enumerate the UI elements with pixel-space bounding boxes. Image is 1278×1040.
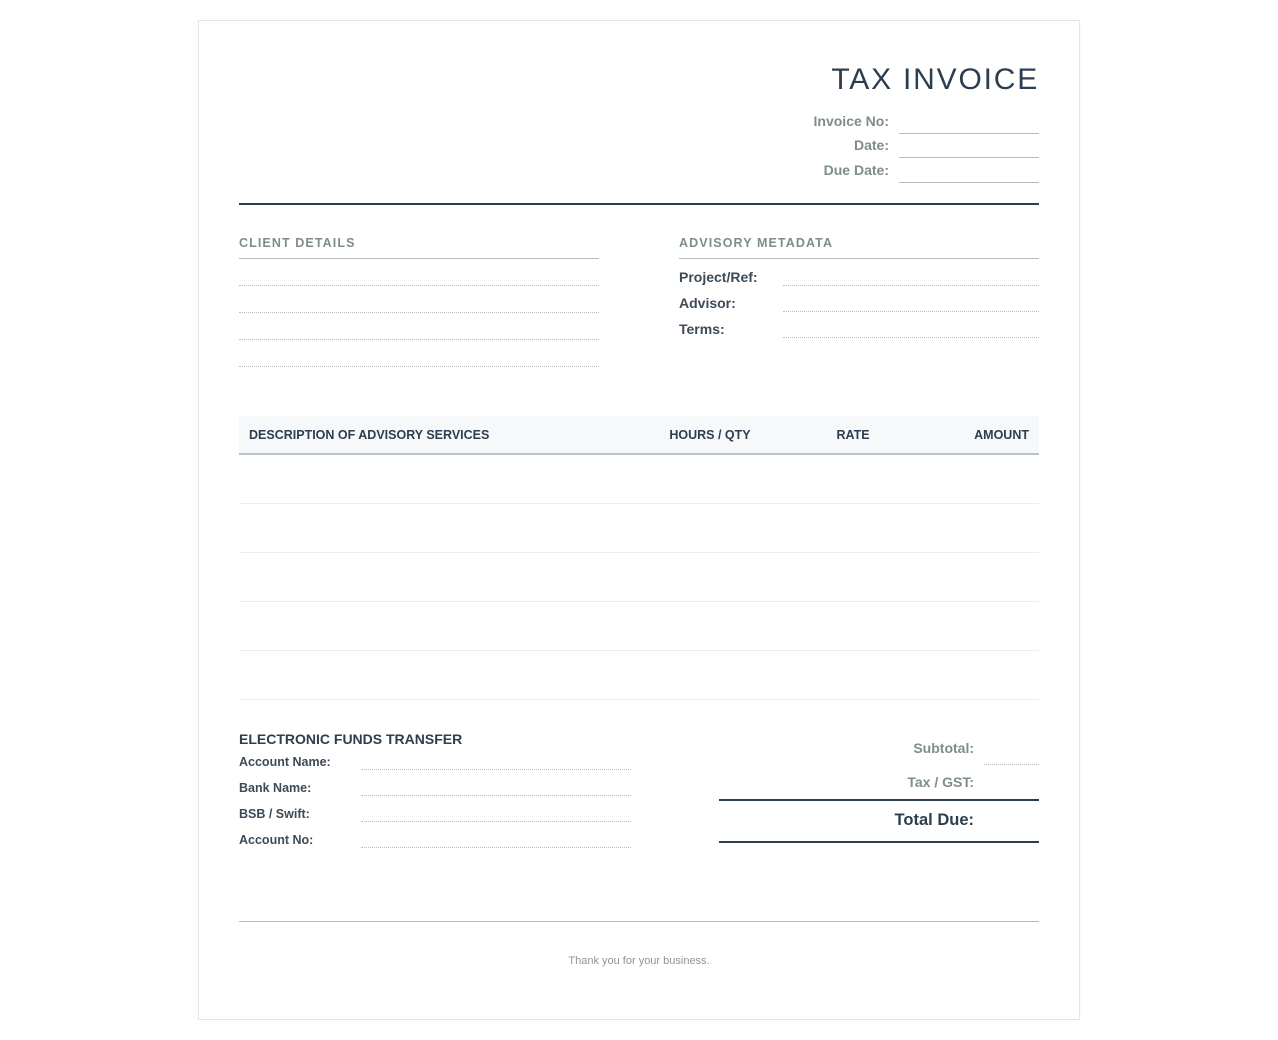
invoice-date-row <box>739 137 1039 161</box>
subtotal-label: Subtotal: <box>913 740 974 756</box>
bsb-swift-row <box>239 799 639 825</box>
eft-section <box>239 731 639 851</box>
bank-name-label: Bank Name: <box>239 781 312 795</box>
services-table <box>239 416 1039 700</box>
project-ref-label: Project/Ref: <box>679 269 758 285</box>
total-due-label: Total Due: <box>894 811 974 829</box>
tax-row <box>719 765 1039 799</box>
due-date-field[interactable] <box>899 182 1039 183</box>
due-date-row <box>739 162 1039 186</box>
column-header-hours-qty: HOURS / QTY <box>669 428 751 442</box>
advisory-metadata-title: ADVISORY METADATA <box>679 236 1039 259</box>
totals-section <box>719 731 1039 843</box>
header-divider <box>239 203 1039 205</box>
client-details-section <box>239 236 599 367</box>
bank-name-row <box>239 773 639 799</box>
total-due-row <box>719 799 1039 843</box>
client-details-lines <box>239 259 599 367</box>
invoice-number-field[interactable] <box>899 133 1039 134</box>
account-number-field[interactable] <box>361 847 631 848</box>
invoice-title: TAX INVOICE <box>831 63 1039 96</box>
account-name-row <box>239 747 639 773</box>
bank-name-field[interactable] <box>361 795 631 796</box>
column-header-description: DESCRIPTION OF ADVISORY SERVICES <box>249 428 490 442</box>
footer-thank-you: Thank you for your business. <box>568 955 710 967</box>
table-row[interactable] <box>239 504 1039 553</box>
subtotal-row <box>719 731 1039 765</box>
advisor-row <box>679 285 1039 311</box>
account-name-field[interactable] <box>361 769 631 770</box>
table-row[interactable] <box>239 651 1039 700</box>
advisory-metadata-section <box>679 236 1039 337</box>
bsb-swift-label: BSB / Swift: <box>239 807 310 821</box>
due-date-label: Due Date: <box>823 162 889 178</box>
invoice-page <box>198 20 1080 1020</box>
terms-row <box>679 311 1039 337</box>
invoice-date-field[interactable] <box>899 157 1039 158</box>
client-line[interactable] <box>239 340 599 367</box>
client-line[interactable] <box>239 313 599 340</box>
client-details-title: CLIENT DETAILS <box>239 236 599 259</box>
footer-divider <box>239 921 1039 922</box>
client-line[interactable] <box>239 259 599 286</box>
tax-label: Tax / GST: <box>907 774 974 790</box>
table-row[interactable] <box>239 553 1039 602</box>
project-ref-row <box>679 259 1039 285</box>
bsb-swift-field[interactable] <box>361 821 631 822</box>
invoice-content <box>239 21 1039 1019</box>
column-header-amount: AMOUNT <box>974 428 1029 442</box>
invoice-date-label: Date: <box>853 137 889 153</box>
invoice-number-label: Invoice No: <box>813 113 889 129</box>
column-header-rate: RATE <box>836 428 870 442</box>
account-number-row <box>239 825 639 851</box>
eft-title: ELECTRONIC FUNDS TRANSFER <box>239 731 463 747</box>
terms-field[interactable] <box>783 337 1039 338</box>
advisor-label: Advisor: <box>679 295 736 311</box>
table-header <box>239 416 1039 455</box>
table-row[interactable] <box>239 602 1039 651</box>
account-name-label: Account Name: <box>239 755 331 769</box>
table-row[interactable] <box>239 455 1039 504</box>
invoice-number-row <box>739 113 1039 137</box>
terms-label: Terms: <box>679 321 725 337</box>
client-line[interactable] <box>239 286 599 313</box>
account-number-label: Account No: <box>239 833 314 847</box>
